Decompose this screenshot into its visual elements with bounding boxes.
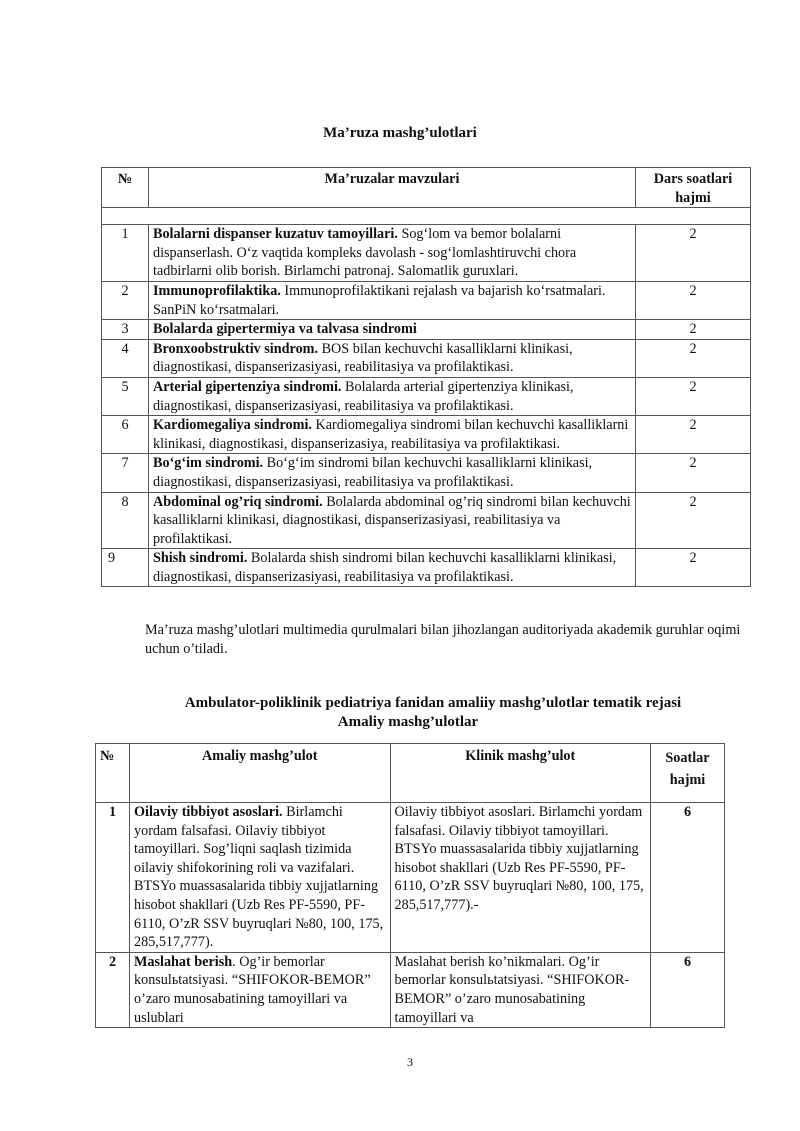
row-topic-text: Immunoprofilaktikani rejalash va bajarish ko‘rsatmalari. SanPiN ko‘rsatmalari. xyxy=(153,282,606,318)
row-hours: 6 xyxy=(651,952,725,1027)
practical-table xyxy=(95,743,725,1028)
header-topic: Ma’ruzalar mavzulari xyxy=(149,168,636,208)
row-hours: 2 xyxy=(636,320,751,340)
row-clinical: Maslahat berish ko’nikmalari. Og’ir bemorlar konsulьtatsiyasi. “SHIFOKOR-BEMOR” o’zaro munosabatining tamoyillari va xyxy=(390,952,651,1027)
row-num: 8 xyxy=(102,492,149,549)
lecture-table xyxy=(101,167,751,587)
header-hours: Soatlar hajmi xyxy=(651,744,725,803)
practical-section-title: Ambulator-poliklinik pediatriya fanidan amaliiy mashg’ulotlar tematik rejasi xyxy=(184,695,682,711)
row-num: 4 xyxy=(102,339,149,377)
row-topic-title: Bo‘g‘im sindromi. xyxy=(153,455,264,472)
table-row xyxy=(102,281,751,319)
row-hours: 2 xyxy=(636,454,751,492)
row-topic-title: Kardiomegaliya sindromi. xyxy=(153,417,312,434)
row-topic-title: Arterial gipertenziya sindromi. xyxy=(153,378,342,395)
table-row xyxy=(102,492,751,549)
lecture-table-header xyxy=(102,168,751,208)
row-topic xyxy=(149,454,636,492)
row-hours: 2 xyxy=(636,339,751,377)
table-spacer-row xyxy=(102,208,751,225)
row-topic-text: Bolalarda shish sindromi bilan kechuvchi kasalliklarni klinikasi, diagnostikasi, dispanserizasiyasi, reabilitasiya va profilaktikasi. xyxy=(153,550,617,585)
row-practical-text: . Og’ir bemorlar konsulьtatsiyasi. “SHIFOKOR-BEMOR” o’zaro munosabatining tamoyillari va uslublari xyxy=(134,953,371,1026)
row-num: 2 xyxy=(102,281,149,319)
row-practical-title: Oilaviy tibbiyot asoslari. xyxy=(134,804,283,820)
lecture-note: Ma’ruza mashg’ulotlari multimedia qurulmalari bilan jihozlangan auditoriyada akademik guruhlar oqimi uchun o’tiladi. xyxy=(145,622,741,657)
practical-section-subtitle: Amaliy mashg’ulotlar xyxy=(337,714,479,730)
row-hours: 2 xyxy=(636,492,751,549)
row-hours: 2 xyxy=(636,549,751,587)
row-hours: 6 xyxy=(651,803,725,953)
row-clinical: Oilaviy tibbiyot asoslari. Birlamchi yordam falsafasi. Oilaviy tibbiyot tamoyillari. BTSYo muassasalarida tibbiy xujjatlarning hisobot shakllari (Uzb Res PF-5590, PF-6110, O’zR SSV buyruqlari №80, 100, 175, 285,517,777).- xyxy=(390,803,651,953)
table-row xyxy=(102,339,751,377)
table-row xyxy=(96,952,725,1027)
table-row xyxy=(96,803,725,953)
row-num: 6 xyxy=(102,416,149,454)
row-practical-text: Birlamchi yordam falsafasi. Oilaviy tibbiyot tamoyillari. Sog’liqni saqlash tizimida oilaviy shifokorining roli va vazifalari. BTSYo muassasalarida tibbiy xujjatlarning hisobot shakllari (Uzb Res PF-5590, PF-6110, O’zR SSV buyruqlari №80, 100, 175, 285,517,777). xyxy=(134,804,384,951)
table-row xyxy=(102,416,751,454)
row-topic-text: Bolalarda arterial gipertenziya klinikasi, diagnostikasi, dispanserizasiyasi, reabilitasiya va profilaktikasi. xyxy=(153,378,574,414)
practical-table-header xyxy=(96,744,725,803)
row-num: 1 xyxy=(102,225,149,282)
row-practical-title: Maslahat berish xyxy=(134,953,233,970)
row-topic-text: Bolalarda abdominal og’riq sindromi bilan kechuvchi kasalliklarni klinikasi, diagnostikasi, dispanserizasiyasi, reabilitasiya va profilaktikasi. xyxy=(153,493,631,547)
row-topic-text: Bo‘g‘im sindromi bilan kechuvchi kasalliklarni klinikasi, diagnostikasi, dispanserizasiyasi, reabilitasiya va profilaktikasi. xyxy=(153,455,593,490)
table-row xyxy=(102,377,751,415)
page-number: 3 xyxy=(407,1055,413,1069)
table-row xyxy=(102,320,751,340)
table-row xyxy=(102,225,751,282)
row-topic-text: Sog‘lom va bemor bolalarni dispanserlash. O‘z vaqtida kompleks davolash - sog‘lomlashtiruvchi chora tadbirlarni olib borish. Birlamchi patronaj. Salomatlik guruxlari. xyxy=(153,226,577,280)
header-hours: Dars soatlari hajmi xyxy=(636,168,751,208)
table-row xyxy=(102,454,751,492)
row-topic-title: Shish sindromi. xyxy=(153,550,248,567)
row-hours: 2 xyxy=(636,377,751,415)
table-row xyxy=(102,549,751,587)
row-topic xyxy=(149,281,636,319)
header-num: № xyxy=(96,744,130,803)
row-topic xyxy=(149,416,636,454)
row-topic-text: Kardiomegaliya sindromi bilan kechuvchi kasalliklarni klinikasi, diagnostikasi, dispanserizasiya, reabilitasiya va profilaktikasi. xyxy=(153,417,629,452)
row-hours: 2 xyxy=(636,281,751,319)
row-topic-title: Abdominal og’riq sindromi. xyxy=(153,493,323,510)
row-num: 7 xyxy=(102,454,149,492)
row-topic xyxy=(149,225,636,282)
row-topic xyxy=(149,339,636,377)
row-topic-title: Bolalarni dispanser kuzatuv tamoyillari. xyxy=(153,226,398,243)
row-num: 3 xyxy=(102,320,149,340)
header-clinical: Klinik mashg’ulot xyxy=(390,744,651,803)
row-topic xyxy=(149,377,636,415)
row-hours: 2 xyxy=(636,416,751,454)
row-num: 2 xyxy=(96,952,130,1027)
row-num: 9 xyxy=(102,549,149,587)
row-topic xyxy=(149,492,636,549)
row-topic-title: Bronxoobstruktiv sindrom. xyxy=(153,340,319,357)
row-hours: 2 xyxy=(636,225,751,282)
row-num: 1 xyxy=(96,803,130,953)
header-num: № xyxy=(102,168,149,208)
row-num: 5 xyxy=(102,377,149,415)
header-practical: Amaliy mashg’ulot xyxy=(130,744,391,803)
row-topic-title: Immunoprofilaktika. xyxy=(153,282,281,299)
row-practical xyxy=(130,952,391,1027)
lecture-section-title: Ma’ruza mashg’ulotlari xyxy=(323,125,477,141)
row-topic-text: BOS bilan kechuvchi kasalliklarni klinikasi, diagnostikasi, dispanserizasiyasi, reabilitasiya va profilaktikasi. xyxy=(153,340,573,376)
row-practical xyxy=(130,803,391,953)
row-topic-title: Bolalarda gipertermiya va talvasa sindromi xyxy=(153,321,417,338)
row-topic xyxy=(149,549,636,587)
row-topic xyxy=(149,320,636,340)
